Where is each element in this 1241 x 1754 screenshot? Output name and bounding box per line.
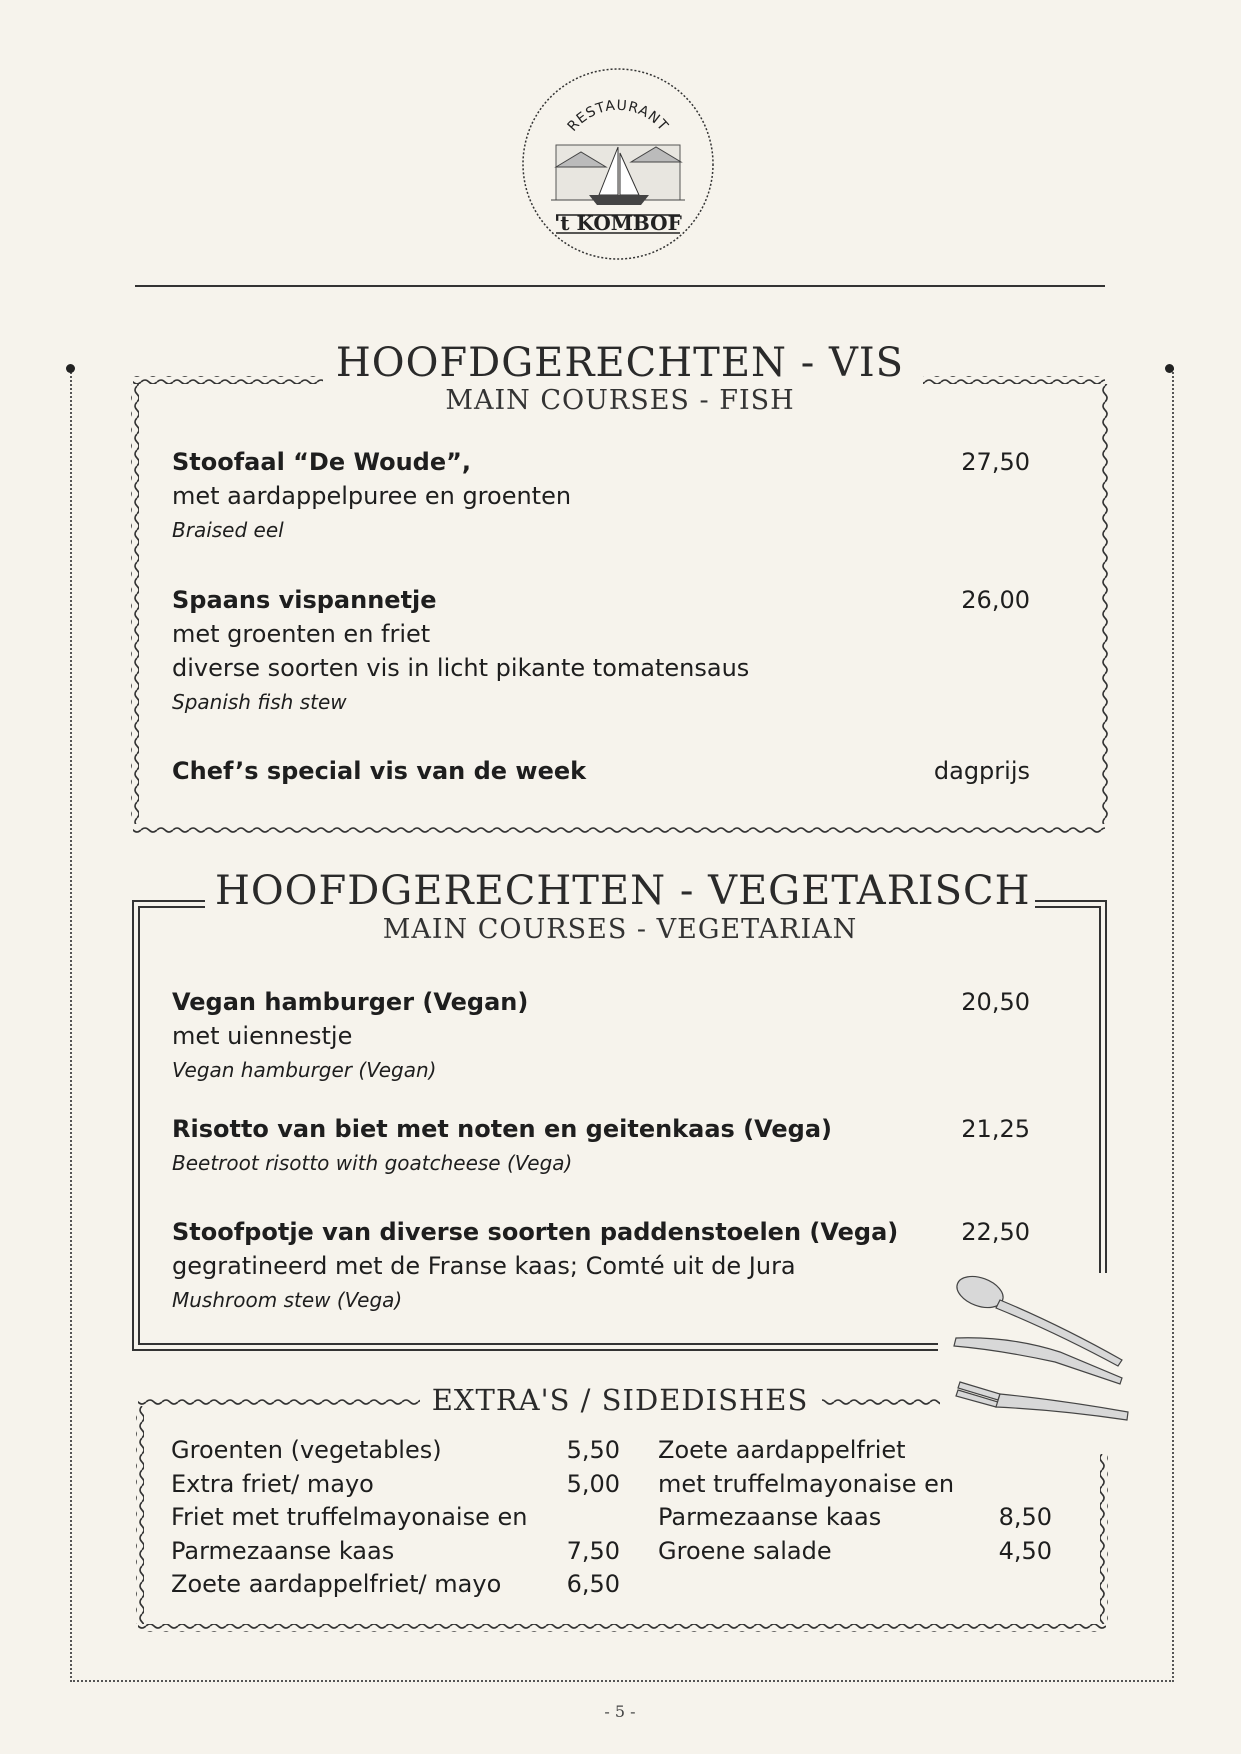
dish-name: Stoofpotje van diverse soorten paddenstoelen (Vega) [172,1218,899,1246]
dish-english: Braised eel [172,518,284,542]
fish-section-title: HOOFDGERECHTEN - VIS [335,340,905,386]
dish-description: gegratineerd met de Franse kaas; Comté uit de Jura [172,1252,796,1280]
extras-right-list [658,1434,1052,1568]
dish-name: Risotto van biet met noten en geitenkaas (Vega) [172,1115,833,1143]
fish-dish-2 [172,583,1030,719]
dish-price: 21,25 [961,1115,1030,1143]
veg-section-title: HOOFDGERECHTEN - VEGETARISCH [215,868,1031,914]
dish-name: Chef’s special vis van de week [172,757,587,785]
dish-english: Beetroot risotto with goatcheese (Vega) [172,1151,573,1175]
header-divider [135,285,1105,287]
list-item: Zoete aardappelfriet/ mayo 6,50 [171,1570,620,1598]
dish-name: Stoofaal “De Woude”, [172,448,472,476]
list-item: met truffelmayonaise en [658,1469,955,1498]
dish-name: Spaans vispannetje [172,586,437,614]
dish-description: met aardappelpuree en groenten [172,482,572,510]
page-number: - 5 - [604,1702,636,1721]
logo-bottom-text: 't KOMBOF [554,211,682,235]
fish-section-subtitle: MAIN COURSES - FISH [445,385,795,416]
dish-price: 20,50 [961,988,1030,1016]
list-item: Parmezaanse kaas 8,50 [658,1503,1052,1531]
svg-text:RESTAURANT [565,98,672,135]
frame-dot-right [1165,364,1174,373]
list-item: Parmezaanse kaas 7,50 [171,1536,620,1565]
dish-price: dagprijs [933,757,1030,785]
list-item: Extra friet/ mayo 5,00 [171,1469,620,1498]
restaurant-logo [521,67,715,261]
dish-name: Vegan hamburger (Vegan) [172,988,529,1016]
veg-dish-3 [172,1215,1030,1317]
fish-dish-3 [172,754,1030,788]
dish-english: Spanish fish stew [172,690,347,714]
logo-top-text: RESTAURANT [564,97,672,135]
dish-description: met uiennestje [172,1022,353,1050]
extras-section-title: EXTRA'S / SIDEDISHES [431,1383,809,1417]
dish-price: 27,50 [961,448,1030,476]
fish-dish-1 [172,445,1030,547]
dish-price: 26,00 [961,586,1030,614]
list-item: Zoete aardappelfriet [658,1436,906,1464]
veg-section-subtitle: MAIN COURSES - VEGETARIAN [382,914,858,945]
veg-dish-1 [172,985,1030,1087]
veg-dish-2 [172,1112,1030,1180]
dish-english: Mushroom stew (Vega) [172,1288,403,1312]
dish-description: met groenten en friet [172,620,431,648]
list-item: Friet met truffelmayonaise en [171,1503,528,1531]
list-item: Groenten (vegetables) 5,50 [171,1436,620,1464]
dish-description: diverse soorten vis in licht pikante tomatensaus [172,654,750,682]
list-item: Groene salade 4,50 [658,1536,1052,1565]
dish-price: 22,50 [961,1218,1030,1246]
extras-left-list [171,1434,620,1602]
frame-dot-left [66,364,75,373]
dish-english: Vegan hamburger (Vegan) [172,1058,437,1082]
